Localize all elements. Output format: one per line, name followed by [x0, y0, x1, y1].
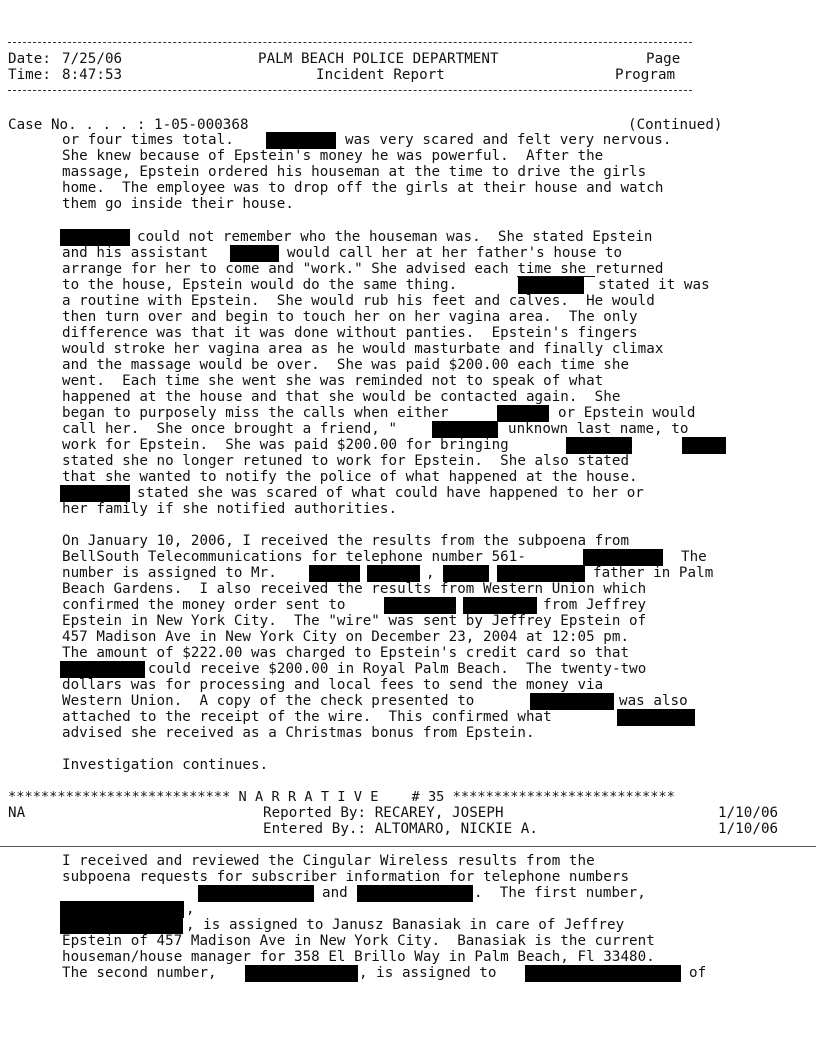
text-line: a routine with Epstein. She would rub his feet and calves. He would: [62, 293, 655, 309]
department-name: PALM BEACH POLICE DEPARTMENT: [258, 51, 499, 67]
text-line: was also: [619, 693, 688, 709]
text-line: massage, Epstein ordered his houseman at the time to drive the girls: [62, 164, 647, 180]
redaction-box: [60, 229, 130, 246]
text-line: stated it was: [598, 277, 710, 293]
text-line: advised she received as a Christmas bonus from Epstein.: [62, 725, 535, 741]
redaction-box: [566, 437, 632, 454]
redaction-box: [530, 693, 614, 710]
redaction-box: [583, 549, 663, 566]
text-line: and the massage would be over. She was paid $200.00 each time she: [62, 357, 630, 373]
text-line: confirmed the money order sent to: [62, 597, 346, 613]
text-line: number is assigned to Mr.: [62, 565, 277, 581]
text-line: arrange for her to come and "work." She advised each time she returned: [62, 261, 664, 277]
text-line: could receive $200.00 in Royal Palm Beach. The twenty-two: [148, 661, 647, 677]
text-line: her family if she notified authorities.: [62, 501, 398, 517]
text-line: Epstein of 457 Madison Ave in New York City. Banasiak is the current: [62, 933, 655, 949]
entered-by: Entered By.: ALTOMARO, NICKIE A.: [263, 821, 538, 837]
text-line: and his assistant: [62, 245, 209, 261]
text-line: On January 10, 2006, I received the results from the subpoena from: [62, 533, 630, 549]
text-line: difference was that it was done without panties. Epstein's fingers: [62, 325, 638, 341]
redaction-box: [357, 885, 473, 902]
date-value: 7/25/06: [62, 51, 123, 67]
text-line: She knew because of Epstein's money he was powerful. After the: [62, 148, 604, 164]
text-line: was very scared and felt very nervous.: [345, 132, 672, 148]
text-line: I received and reviewed the Cingular Wireless results from the: [62, 853, 595, 869]
text-line: or four times total.: [62, 132, 234, 148]
text-line: that she wanted to notify the police of what happened at the house.: [62, 469, 638, 485]
text-line: The amount of $222.00 was charged to Epstein's credit card so that: [62, 645, 630, 661]
case-number: Case No. . . . : 1-05-000368: [8, 117, 249, 133]
page-label: Page: [646, 51, 681, 67]
redaction-box: [245, 965, 358, 982]
text-line: and: [322, 885, 348, 901]
entered-date: 1/10/06: [718, 821, 779, 837]
narrative-banner: *************************** N A R R A T I V E # 35 ***************************: [8, 789, 675, 805]
narrative-code: NA: [8, 805, 26, 821]
text-line: could not remember who the houseman was. She stated Epstein: [137, 229, 653, 245]
text-line: of: [689, 965, 707, 981]
redaction-box: [230, 245, 279, 262]
text-line: from Jeffrey: [543, 597, 647, 613]
text-line: stated she no longer retuned to work for Epstein. She also stated: [62, 453, 630, 469]
header-bottom-rule: [8, 90, 692, 91]
text-line: then turn over and begin to touch her on her vagina area. The only: [62, 309, 638, 325]
text-line: , is assigned to Janusz Banasiak in care of Jeffrey: [186, 917, 625, 933]
continued-label: (Continued): [628, 117, 723, 133]
redaction-box: [432, 421, 498, 438]
narrative-rule: [0, 846, 816, 847]
text-line: them go inside their house.: [62, 196, 294, 212]
reported-by: Reported By: RECAREY, JOSEPH: [263, 805, 504, 821]
text-line: subpoena requests for subscriber information for telephone numbers: [62, 869, 630, 885]
time-value: 8:47:53: [62, 67, 123, 83]
redaction-box: [198, 885, 314, 902]
text-line: Western Union. A copy of the check presented to: [62, 693, 475, 709]
redaction-box: [309, 565, 360, 582]
closing-line: Investigation continues.: [62, 757, 269, 773]
text-line: attached to the receipt of the wire. This confirmed what: [62, 709, 552, 725]
text-line: The: [681, 549, 707, 565]
text-line: or Epstein would: [558, 405, 696, 421]
text-line: home. The employee was to drop off the girls at their house and watch: [62, 180, 664, 196]
redaction-box: [682, 437, 726, 454]
report-type: Incident Report: [316, 67, 445, 83]
text-line: Epstein in New York City. The "wire" was sent by Jeffrey Epstein of: [62, 613, 647, 629]
text-line: unknown last name, to: [508, 421, 689, 437]
date-label: Date:: [8, 51, 51, 67]
text-line: ,: [426, 565, 435, 581]
text-line: stated she was scared of what could have happened to her or: [137, 485, 644, 501]
header-top-rule: [8, 42, 692, 43]
text-line: would call her at her father's house to: [287, 245, 623, 261]
text-line: happened at the house and that she would be contacted again. She: [62, 389, 621, 405]
redaction-box: [60, 485, 130, 502]
text-line: Beach Gardens. I also received the results from Western Union which: [62, 581, 647, 597]
program-label: Program: [615, 67, 676, 83]
redaction-box: [617, 709, 695, 726]
text-line: call her. She once brought a friend, ": [62, 421, 398, 437]
text-line: dollars was for processing and local fees to send the money via: [62, 677, 604, 693]
text-line: 457 Madison Ave in New York City on December 23, 2004 at 12:05 pm.: [62, 629, 630, 645]
text-line: father in Palm: [593, 565, 714, 581]
text-line: work for Epstein. She was paid $200.00 for bringing: [62, 437, 509, 453]
text-line: began to purposely miss the calls when either: [62, 405, 449, 421]
text-line: , is assigned to: [359, 965, 497, 981]
time-label: Time:: [8, 67, 51, 83]
text-line: ,: [186, 901, 195, 917]
redaction-box: [367, 565, 420, 582]
redaction-box: [60, 917, 183, 934]
redaction-box: [463, 597, 537, 614]
redaction-box: [497, 405, 549, 422]
text-line: BellSouth Telecommunications for telephone number 561-: [62, 549, 526, 565]
text-line: The second number,: [62, 965, 217, 981]
redaction-box: [266, 132, 336, 149]
redaction-box: [518, 277, 584, 294]
text-line: would stroke her vagina area as he would masturbate and finally climax: [62, 341, 664, 357]
redaction-box: [497, 565, 585, 582]
text-line: went. Each time she went she was reminded not to speak of what: [62, 373, 604, 389]
redaction-box: [60, 901, 184, 918]
text-line: to the house, Epstein would do the same thing.: [62, 277, 458, 293]
redaction-box: [60, 661, 145, 678]
redaction-box: [525, 965, 681, 982]
redaction-box: [443, 565, 489, 582]
redaction-box: [384, 597, 456, 614]
text-line: . The first number,: [474, 885, 646, 901]
text-line: houseman/house manager for 358 El Brillo Way in Palm Beach, Fl 33480.: [62, 949, 655, 965]
reported-date: 1/10/06: [718, 805, 779, 821]
